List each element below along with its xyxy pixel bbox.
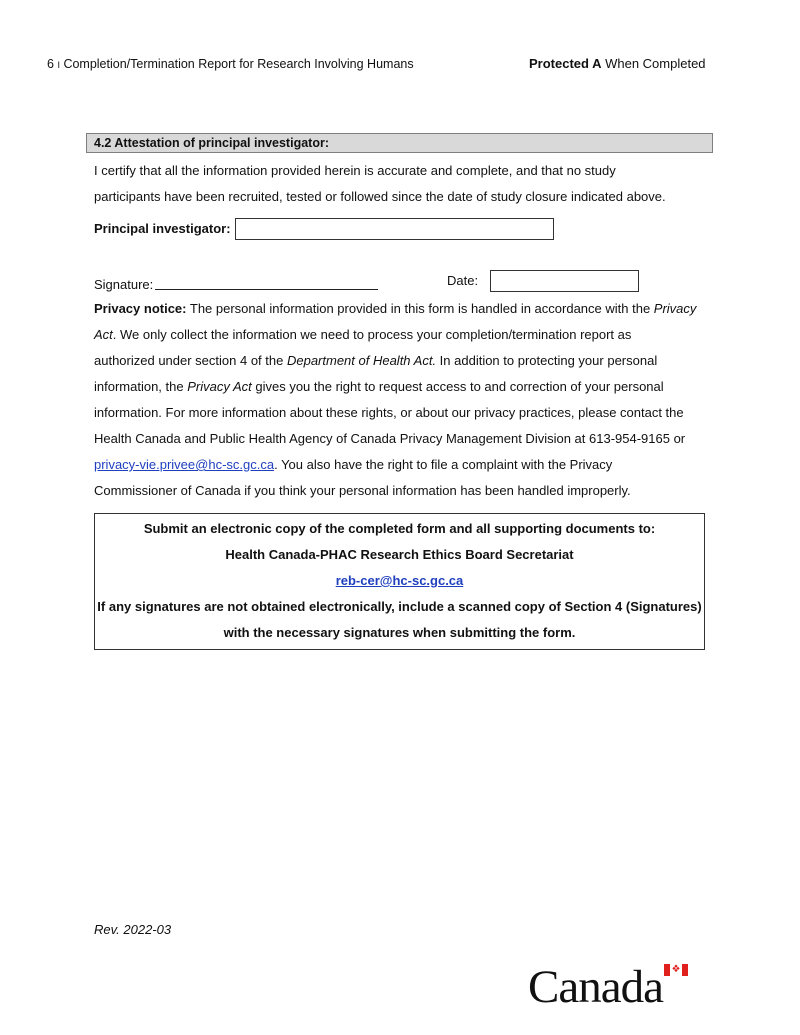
submission-instructions-box [94,513,705,650]
submit-line1: Submit an electronic copy of the completed form and all supporting documents to: [143,521,656,536]
revision-label: Rev. 2022-03 [94,922,172,937]
section-heading [86,133,713,153]
privacy-text: . We only collect the information we need to process your completion/termination report as [112,327,632,342]
principal-investigator-field[interactable] [235,218,554,240]
privacy-text: gives you the right to request access to and correction of your personal [251,379,664,394]
submit-line4: If any signatures are not obtained electronically, include a scanned copy of Section 4 (Signatures) [97,599,702,614]
privacy-email-link[interactable]: privacy-vie.privee@hc-sc.gc.ca [94,457,275,472]
submit-line2: Health Canada-PHAC Research Ethics Board Secretariat [225,547,574,562]
privacy-act-ref: Privacy Act [187,379,252,394]
canada-flag-icon: ❖ [664,964,688,976]
privacy-line6: Health Canada and Public Health Agency of Canada Privacy Management Division at 613-954-9165 or [94,431,686,446]
privacy-text: authorized under section 4 of the [94,353,287,368]
submit-line5: with the necessary signatures when submitting the form. [223,625,576,640]
protected-note: When Completed [601,56,706,71]
health-act-ref: Department of Health Act. [286,353,437,368]
submit-email-row [95,573,704,588]
section-title: 4.2 Attestation of principal investigator: [94,136,329,150]
privacy-line8: Commissioner of Canada if you think your personal information has been handled improperly. [94,483,631,498]
protected-level: Protected A [529,56,602,71]
certify-text-line1: I certify that all the information provided herein is accurate and complete, and that no study [94,163,616,178]
privacy-notice-label: Privacy notice: [94,301,187,316]
document-title: Completion/Termination Report for Research Involving Humans [63,57,414,71]
privacy-text: In addition to protecting your personal [436,353,658,368]
privacy-line4 [94,379,664,394]
principal-investigator-label: Principal investigator: [94,221,231,236]
page-header-title [47,57,414,71]
protection-label [529,56,706,71]
date-field[interactable] [490,270,639,292]
privacy-line5: information. For more information about these rights, or about our privacy practices, please contact the [94,405,684,420]
privacy-text: information, the [94,379,188,394]
privacy-text: . You also have the right to file a complaint with the Privacy [274,457,613,472]
canada-wordmark: Canada [528,961,663,1013]
privacy-act-ref: Privacy [653,301,697,316]
privacy-line2 [94,327,631,342]
reb-email-link[interactable]: reb-cer@hc-sc.gc.ca [335,573,464,588]
privacy-text: The personal information provided in this form is handled in accordance with the [186,301,654,316]
signature-label: Signature: [94,277,154,292]
signature-line[interactable] [155,289,378,290]
date-label: Date: [447,273,479,288]
certify-text-line2: participants have been recruited, tested or followed since the date of study closure indicated above. [94,189,666,204]
page-number: 6 [47,57,54,71]
privacy-line1 [94,301,696,316]
privacy-act-ref: Act [94,327,113,342]
header-separator: I [57,60,60,70]
privacy-line3 [94,353,657,368]
privacy-line7 [94,457,612,472]
